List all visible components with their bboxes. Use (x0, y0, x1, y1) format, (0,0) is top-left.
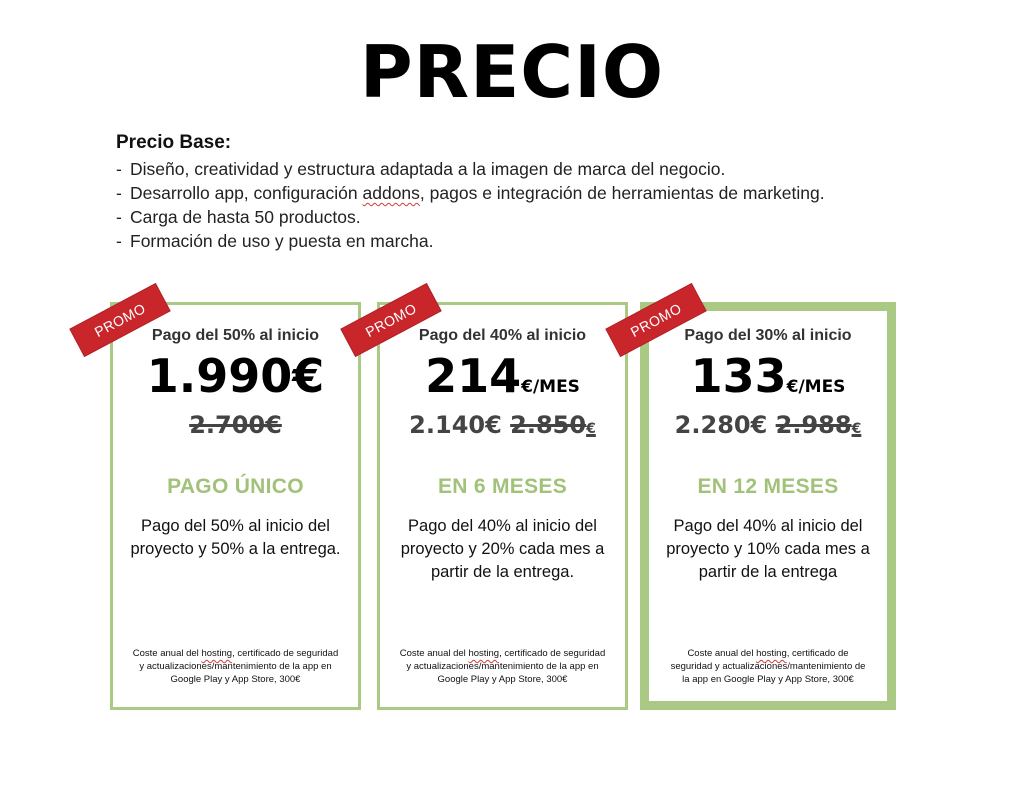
promo-badge: PROMO (342, 284, 441, 356)
base-price-list (116, 157, 936, 253)
struck-price (776, 411, 862, 439)
promo-badge: PROMO (71, 284, 170, 356)
card-description: Pago del 40% al inicio del proyecto y 10% cada mes a partir de la entrega (666, 517, 870, 581)
struck-price: 2.700€ (189, 411, 282, 439)
card-lead: Pago del 50% al inicio (151, 327, 320, 344)
price-value: 133 (690, 349, 787, 403)
list-item-text: Carga de hasta 50 productos. (130, 207, 361, 227)
card-description: Pago del 50% al inicio del proyecto y 50% a la entrega. (130, 517, 341, 558)
card-price (380, 349, 625, 403)
promo-badge: PROMO (607, 284, 706, 356)
current-total: 2.280€ (674, 411, 768, 439)
card-old-price (380, 411, 625, 439)
card-plan-name: EN 12 MESES (697, 475, 839, 498)
card-description: Pago del 40% al inicio del proyecto y 20% cada mes a partir de la entrega. (400, 517, 605, 581)
card-price (649, 349, 887, 403)
list-dash: - (116, 231, 122, 251)
list-item (116, 181, 936, 205)
spellcheck-word: hosting (756, 648, 787, 659)
base-price-section (116, 132, 936, 253)
list-dash: - (116, 207, 122, 227)
page-title: PRECIO (359, 30, 665, 114)
list-item (116, 157, 936, 181)
note-text: , certificado de seguridad y actualizaciones/mantenimiento de la app en Google Play y App Store, 300€ (670, 648, 866, 685)
list-item-text: Diseño, creatividad y estructura adaptada a la imagen de marca del negocio. (130, 159, 726, 179)
list-dash: - (116, 159, 122, 179)
price-unit: €/MES (786, 377, 846, 397)
card-plan-name: PAGO ÚNICO (167, 475, 304, 498)
card-footnote (131, 647, 340, 686)
struck-amount: 2.988 (775, 411, 852, 439)
list-item-text: Formación de uso y puesta en marcha. (130, 231, 434, 251)
card-lead: Pago del 40% al inicio (418, 327, 587, 344)
pricing-card-single-payment (110, 302, 361, 710)
list-item (116, 205, 936, 229)
note-text: , certificado de seguridad y actualizaciones/mantenimiento de la app en Google Play y App Store, 300€ (139, 648, 339, 685)
card-lead: Pago del 30% al inicio (684, 327, 852, 344)
price-unit: €/MES (521, 377, 580, 397)
spellcheck-word: hosting (468, 648, 500, 659)
spellcheck-word: addons (362, 183, 420, 203)
struck-currency: € (586, 421, 596, 437)
current-total: 2.140€ (409, 411, 502, 439)
price-value: 1.990€ (146, 349, 325, 403)
card-old-price (649, 411, 887, 439)
pricing-card-12-months (640, 302, 896, 710)
note-text: Coste anual del (687, 648, 757, 659)
spellcheck-word: hosting (201, 648, 233, 659)
struck-currency: € (851, 421, 862, 437)
card-old-price (113, 411, 358, 439)
list-dash: - (116, 183, 122, 203)
list-item-text: Desarrollo app, configuración (130, 183, 363, 203)
base-price-heading: Precio Base: (116, 132, 232, 153)
list-item (116, 229, 936, 253)
list-item-text: , pagos e integración de herramientas de marketing. (419, 183, 825, 203)
card-footnote (667, 647, 869, 686)
note-text: Coste anual del (399, 648, 469, 659)
price-value: 214 (425, 349, 522, 403)
card-plan-name: EN 6 MESES (437, 475, 568, 498)
struck-price (510, 411, 596, 439)
card-footnote (398, 647, 607, 686)
note-text: Coste anual del (132, 648, 202, 659)
pricing-card-6-months (377, 302, 628, 710)
struck-amount: 2.850 (510, 411, 587, 439)
note-text: , certificado de seguridad y actualizaciones/mantenimiento de la app en Google Play y App Store, 300€ (406, 648, 606, 685)
card-price (113, 349, 358, 403)
